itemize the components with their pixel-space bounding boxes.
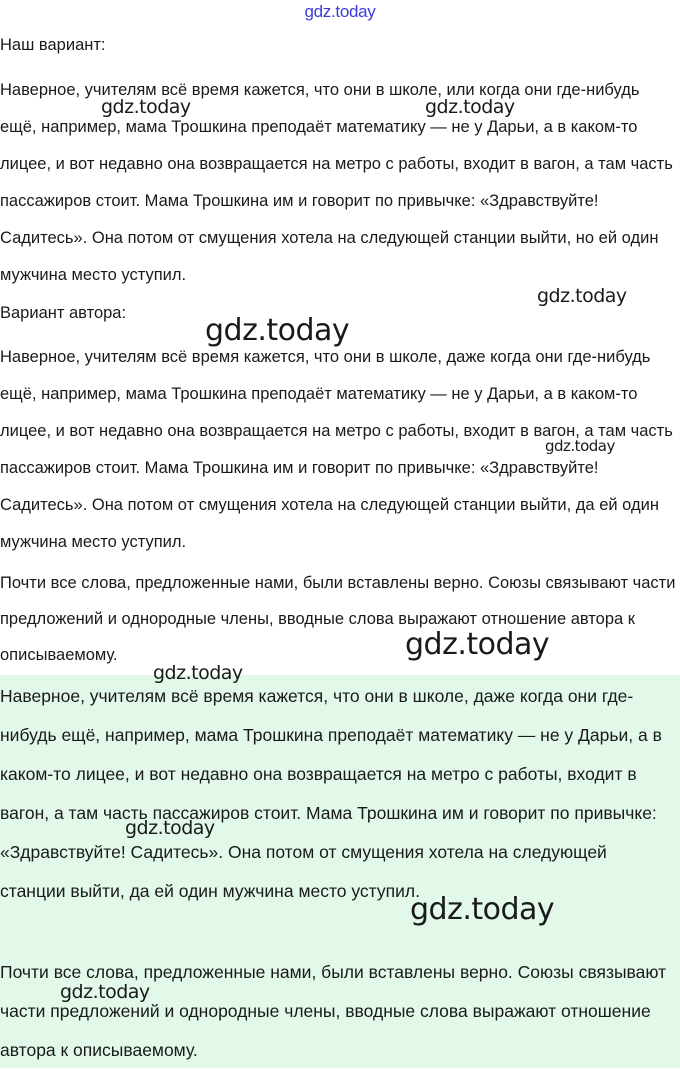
author-variant-paragraph: Наверное, учителям всё время кажется, что они в школе, даже когда они где-нибудь ещё, например, мама Трошкина преподаёт математику — не у Дарьи, а в каком-то лицее, и вот недавно она возвращается на метро с работы, входит в вагон, а там часть пассажиров стоит. Мама Трошкина им и говорит по привычке: «Здравствуйте! Садитесь». Она потом от смущения хотела на следующей станции выйти, да ей один мужчина место уступил. [0,348,673,551]
watermark: gdz.today [405,627,550,662]
watermark: gdz.today [537,285,627,307]
summary-paragraph: Почти все слова, предложенные нами, были вставлены верно. Союзы связывают части предложений и однородные члены, вводные слова выражают отношение автора к описываемому. [0,574,676,664]
watermark: gdz.today [410,892,555,927]
our-variant-text-block [0,72,676,294]
author-variant-text-block [0,339,676,561]
watermark: gdz.today [60,981,150,1003]
watermark: gdz.today [205,313,350,348]
heading-our-variant-text: Наш вариант: [0,36,106,54]
answer-paragraph: Наверное, учителям всё время кажется, что они в школе, даже когда они где-нибудь ещё, например, мама Трошкина преподаёт математику — не у Дарьи, а в каком-то лицее, и вот недавно она возвращается на метро с работы, входит в вагон, а там часть пассажиров стоит. Мама Трошкина им и говорит по привычке: «Здравствуйте! Садитесь». Она потом от смущения хотела на следующей станции выйти, да ей один мужчина место уступил. [0,686,662,901]
watermark: gdz.today [545,437,615,455]
our-variant-paragraph: Наверное, учителям всё время кажется, что они в школе, или когда они где-нибудь ещё, например, мама Трошкина преподаёт математику — не у Дарьи, а в каком-то лицее, и вот недавно она возвращается на метро с работы, входит в вагон, а там часть пассажиров стоит. Мама Трошкина им и говорит по привычке: «Здравствуйте! Садитесь». Она потом от смущения хотела на следующей станции выйти, но ей один мужчина место уступил. [0,81,673,284]
watermark: gdz.today [425,96,515,118]
site-brand-header: gdz.today [304,2,376,21]
watermark: gdz.today [125,817,215,839]
watermark: gdz.today [101,96,191,118]
summary-text-block [0,565,676,673]
answer-summary-paragraph: Почти все слова, предложенные нами, были вставлены верно. Союзы связывают части предложений и однородные члены, вводные слова выражают отношение автора к описываемому. [0,962,667,1060]
heading-author-variant-text: Вариант автора: [0,304,127,322]
heading-author-variant [0,295,676,332]
watermark: gdz.today [153,662,243,684]
heading-our-variant [0,27,676,64]
answer-text-block [0,677,676,911]
answer-summary-block [0,953,676,1070]
